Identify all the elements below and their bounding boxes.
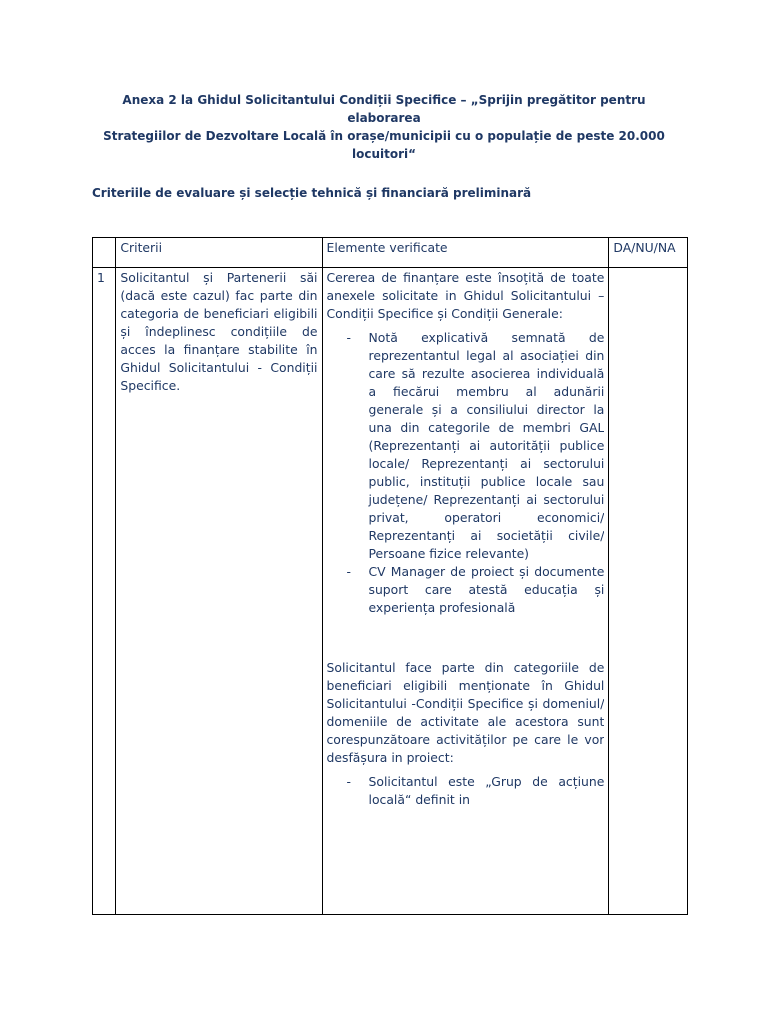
section-heading: Criteriile de evaluare și selecție tehnică și financiară preliminară [92, 186, 532, 200]
header-nr [93, 238, 116, 268]
header-criterii: Criterii [116, 238, 322, 268]
list-item-text: Notă explicativă semnată de reprezentantul legal al asociației din care să rezulte asocierea individuală a fiecărui membru al adunării generale și a consiliului director la una din categorile de membri GAL (Reprezentanți ai autorității publice locale/ Reprezentanți ai sectorului public, instituții publice locale sau județene/ Reprezentanți ai sectorului privat, operatori economici/ Reprezentanți ai societății civile/ Persoane fizice relevante) [368, 330, 605, 561]
elemente-verificate-cell [322, 268, 609, 915]
list-item [346, 773, 605, 809]
list-item [346, 329, 605, 563]
dash-bullet: - [346, 330, 351, 345]
header-elemente-verificate: Elemente verificate [322, 238, 609, 268]
elemente-intro: Cererea de finanțare este însoțită de toate anexele solicitate in Ghidul Solicitantului – Condiții Specifice și Condiții Generale: [326, 270, 605, 321]
criteriu-text: Solicitantul și Partenerii săi (dacă este cazul) fac parte din categoria de beneficiari eligibili și îndeplinesc condițiile de acces la finanțare stabilite în Ghidul Solicitantului - Condiții Specifice. [116, 268, 322, 915]
document-title-line-2: Strategiilor de Dezvoltare Locală în orașe/municipii cu o populație de peste 20.000 locuitori“ [103, 129, 665, 161]
elemente-list [327, 329, 605, 617]
dash-bullet: - [346, 564, 351, 579]
document-title [96, 91, 672, 163]
dash-bullet: - [346, 774, 351, 789]
header-da-nu-na: DA/NU/NA [609, 238, 688, 268]
elemente-paragraph-2: Solicitantul face parte din categoriile de beneficiari eligibili menționate în Ghidul Solicitantului -Condiții Specifice și domeniul/ domeniile de activitate ale acestora sunt corespunzătoare activităților pe care le vor desfășura in proiect: [326, 660, 605, 765]
da-nu-na-cell[interactable] [609, 268, 688, 915]
table-header-row [93, 238, 688, 268]
list-item-text: Solicitantul este „Grup de acțiune locală“ definit in [368, 774, 605, 807]
criteria-table [92, 237, 688, 915]
list-item-text: CV Manager de proiect și documente suport care atestă educația și experiența profesională [368, 564, 605, 615]
document-title-line-1: Anexa 2 la Ghidul Solicitantului Condiții Specifice – „Sprijin pregătitor pentru elaborarea [122, 93, 646, 125]
elemente-list-2 [327, 773, 605, 809]
row-number: 1 [93, 268, 116, 915]
list-item [346, 563, 605, 617]
table-row [93, 268, 688, 915]
